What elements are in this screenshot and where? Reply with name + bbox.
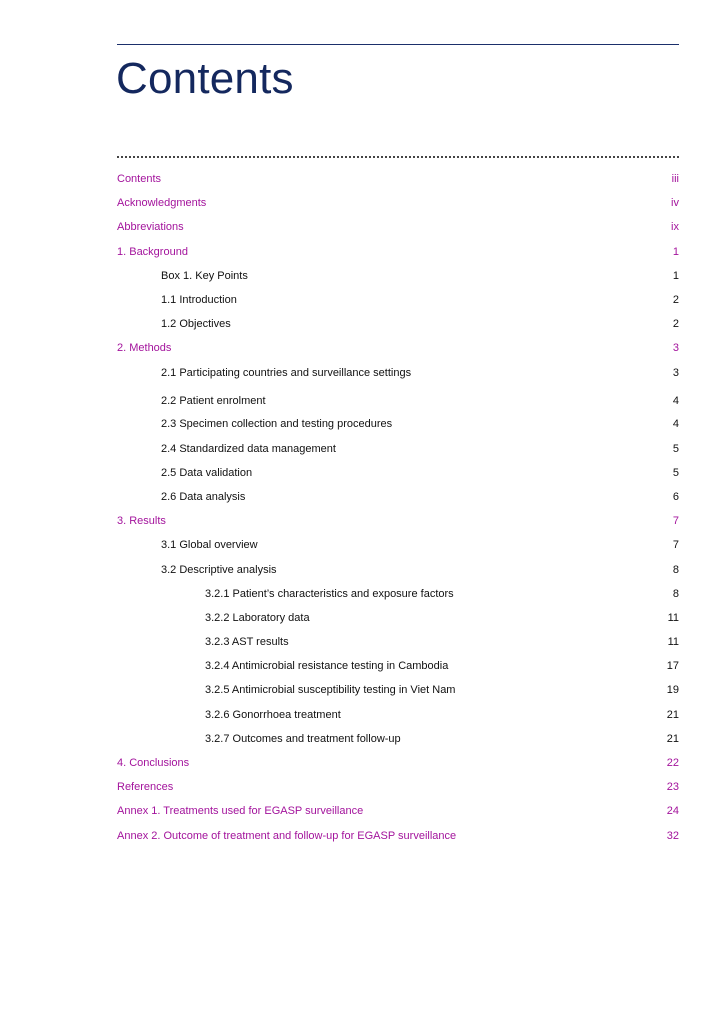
toc-entry-label: 3.2 Descriptive analysis — [161, 564, 277, 576]
toc-entry-page: 3 — [672, 342, 679, 354]
page-title: Contents — [116, 54, 294, 103]
toc-entry-label: Contents — [117, 173, 162, 185]
toc-entry-descriptive-analysis[interactable] — [0, 562, 724, 578]
toc-entry-ast-results[interactable] — [0, 634, 724, 650]
toc-entry-page: 11 — [667, 636, 679, 648]
toc-entry-page: 1 — [672, 246, 679, 258]
toc-entry-label: Annex 2. Outcome of treatment and follow-up for EGASP surveillance — [117, 830, 457, 842]
toc-entry-page: 3 — [672, 367, 679, 379]
toc-entry-label: 3.2.3 AST results — [205, 636, 289, 648]
toc-entry-label: 4. Conclusions — [117, 757, 190, 769]
toc-entry-label: Box 1. Key Points — [161, 270, 248, 282]
toc-entry-label: 3.2.7 Outcomes and treatment follow-up — [205, 733, 401, 745]
toc-entry-page: iii — [671, 173, 679, 185]
dotted-separator — [117, 156, 679, 158]
toc-entry-label: 2.1 Participating countries and surveillance settings — [161, 367, 412, 379]
toc-entry-ast-viet-nam[interactable] — [0, 682, 724, 698]
toc-entry-amr-cambodia[interactable] — [0, 658, 724, 674]
toc-entry-page: 8 — [672, 564, 679, 576]
toc-entry-page: 4 — [672, 395, 679, 407]
toc-entry-label: Abbreviations — [117, 221, 184, 233]
toc-entry-page: 17 — [666, 660, 679, 672]
toc-entry-label: 2.6 Data analysis — [161, 491, 246, 503]
toc-entry-patient-characteristics[interactable] — [0, 586, 724, 602]
toc-entry-patient-enrolment[interactable] — [0, 393, 724, 409]
toc-entry-annex-2[interactable] — [0, 828, 724, 844]
toc-entry-label: 2. Methods — [117, 342, 172, 354]
toc-entry-label: 2.3 Specimen collection and testing procedures — [161, 418, 393, 430]
top-rule — [117, 44, 679, 45]
toc-entry-specimen-collection[interactable] — [0, 416, 724, 432]
toc-entry-label: 1.2 Objectives — [161, 318, 231, 330]
toc-entry-page: ix — [671, 221, 679, 233]
toc-entry-page: iv — [671, 197, 679, 209]
toc-entry-page: 21 — [666, 709, 679, 721]
toc-entry-page: 5 — [672, 443, 679, 455]
toc-entry-references[interactable] — [0, 779, 724, 795]
toc-entry-page: 23 — [666, 781, 679, 793]
toc-entry-data-management[interactable] — [0, 441, 724, 457]
toc-entry-conclusions[interactable] — [0, 755, 724, 771]
toc-entry-data-analysis[interactable] — [0, 489, 724, 505]
toc-entry-page: 4 — [672, 418, 679, 430]
toc-entry-methods[interactable] — [0, 340, 724, 356]
toc-entry-global-overview[interactable] — [0, 537, 724, 553]
toc-entry-page: 2 — [672, 294, 679, 306]
toc-entry-annex-1[interactable] — [0, 803, 724, 819]
toc-entry-acknowledgments[interactable] — [0, 195, 724, 211]
toc-entry-abbreviations[interactable] — [0, 219, 724, 235]
toc-entry-label: 3.2.2 Laboratory data — [205, 612, 310, 624]
toc-entry-label: 3.2.6 Gonorrhoea treatment — [205, 709, 341, 721]
toc-entry-gonorrhoea-treatment[interactable] — [0, 707, 724, 723]
toc-entry-label: 3.2.4 Antimicrobial resistance testing in Cambodia — [205, 660, 449, 672]
toc-entry-laboratory-data[interactable] — [0, 610, 724, 626]
toc-entry-results[interactable] — [0, 513, 724, 529]
toc-entry-page: 7 — [672, 539, 679, 551]
toc-entry-page: 8 — [672, 588, 679, 600]
toc-entry-page: 2 — [672, 318, 679, 330]
toc-entry-outcomes-follow-up[interactable] — [0, 731, 724, 747]
toc-entry-page: 22 — [666, 757, 679, 769]
toc-entry-box-1-key-points[interactable] — [0, 268, 724, 284]
toc-entry-page: 24 — [666, 805, 679, 817]
toc-entry-page: 1 — [672, 270, 679, 282]
toc-entry-label: 1.1 Introduction — [161, 294, 237, 306]
toc-entry-page: 21 — [666, 733, 679, 745]
toc-entry-page: 7 — [672, 515, 679, 527]
toc-entry-page: 19 — [666, 684, 679, 696]
toc-entry-label: 1. Background — [117, 246, 188, 258]
toc-entry-label: 3. Results — [117, 515, 166, 527]
toc-entry-label: Acknowledgments — [117, 197, 207, 209]
toc-entry-page: 32 — [666, 830, 679, 842]
toc-entry-objectives[interactable] — [0, 316, 724, 332]
toc-entry-label: 3.2.5 Antimicrobial susceptibility testing in Viet Nam — [205, 684, 456, 696]
toc-entry-label: References — [117, 781, 174, 793]
toc-entry-introduction[interactable] — [0, 292, 724, 308]
toc-entry-label: 2.5 Data validation — [161, 467, 253, 479]
toc-entry-page: 5 — [672, 467, 679, 479]
toc-entry-data-validation[interactable] — [0, 465, 724, 481]
toc-entry-label: 3.1 Global overview — [161, 539, 258, 551]
toc-entry-page: 11 — [667, 612, 679, 624]
toc-entry-contents[interactable] — [0, 171, 724, 187]
toc-entry-background[interactable] — [0, 244, 724, 260]
toc-entry-label: 3.2.1 Patient’s characteristics and exposure factors — [205, 588, 454, 600]
toc-entry-label: 2.4 Standardized data management — [161, 443, 336, 455]
toc-entry-label: 2.2 Patient enrolment — [161, 395, 266, 407]
toc-entry-participating-countries[interactable] — [0, 365, 724, 381]
toc-entry-label: Annex 1. Treatments used for EGASP surveillance — [117, 805, 364, 817]
toc-entry-page: 6 — [672, 491, 679, 503]
